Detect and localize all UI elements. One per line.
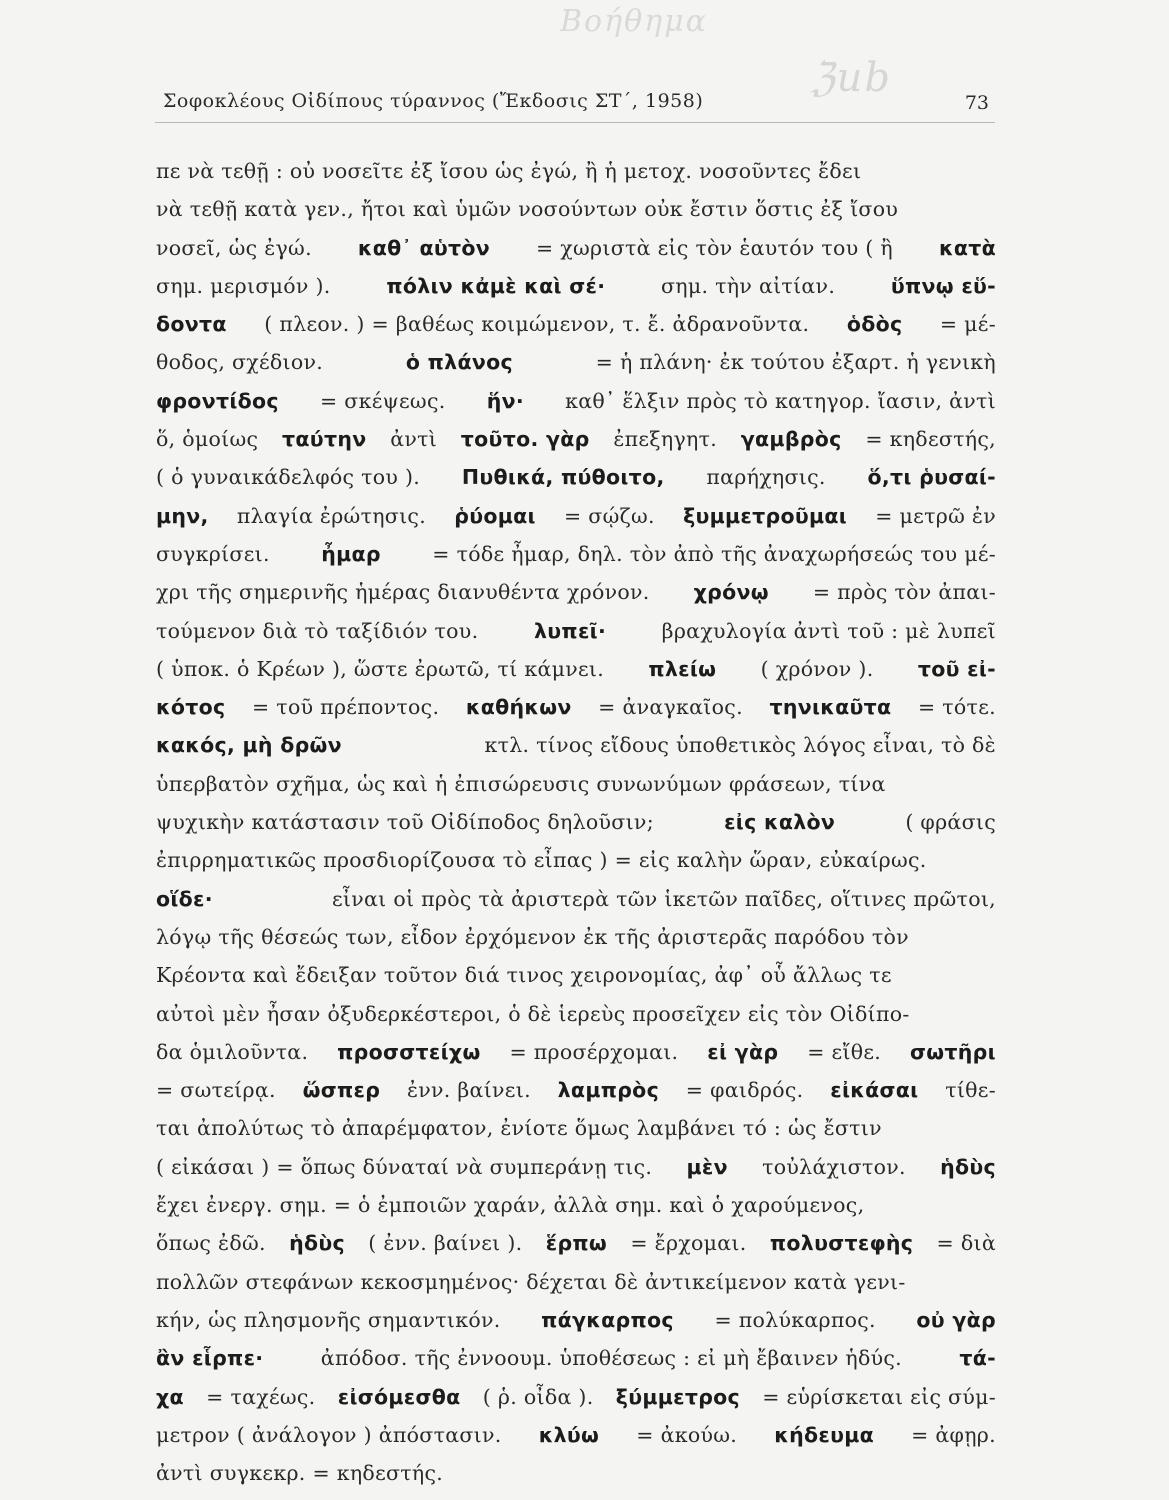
lemma-term: κλύω	[538, 1422, 600, 1447]
text-line	[156, 1033, 996, 1071]
gloss-text: = σωτείρᾳ.	[156, 1078, 276, 1103]
text-line	[156, 688, 996, 726]
gloss-text: τοὐλάχιστον.	[762, 1154, 906, 1179]
bleed-through-text: ℨub	[810, 55, 893, 101]
text-line	[156, 880, 996, 918]
gloss-text: ἐνν. βαίνει.	[406, 1078, 531, 1103]
lemma-term: ἡδὺς	[289, 1231, 345, 1256]
lemma-term: ῥύομαι	[454, 503, 536, 528]
gloss-text: πλαγία ἐρώτησις.	[236, 503, 427, 528]
lemma-term: γαμβρὸς	[740, 427, 842, 452]
text-line	[156, 803, 996, 841]
gloss-text: = ἡ πλάνη· ἐκ τούτου ἐξαρτ. ἡ γενικὴ	[595, 350, 996, 375]
lemma-term: εἰσόμεσθα	[337, 1384, 461, 1409]
text-line	[156, 1148, 996, 1186]
lemma-term: τηνικαῦτα	[769, 695, 892, 720]
gloss-text: νοσεῖ, ὡς ἐγώ.	[156, 235, 312, 260]
lemma-term: τοῦ εἰ-	[917, 656, 996, 681]
lemma-term: καθ᾽ αὑτὸν	[357, 235, 491, 260]
text-line	[156, 1071, 996, 1109]
lemma-term: λυπεῖ·	[534, 618, 607, 643]
lemma-term: προσστείχω	[337, 1039, 481, 1064]
lemma-term: πολυστεφὴς	[769, 1231, 914, 1256]
gloss-text: ται ἀπολύτως τὸ ἀπαρέμφατον, ἐνίοτε ὅμως λαμβάνει τό : ὡς ἔστιν	[156, 1116, 882, 1141]
lemma-term: κακός, μὴ δρῶν	[156, 733, 342, 758]
gloss-text: ψυχικὴν κατάστασιν τοῦ Οἰδίποδος δηλοῦσιν;	[156, 810, 654, 835]
lemma-term: δοντα	[156, 312, 227, 337]
text-line	[156, 650, 996, 688]
text-line	[156, 841, 996, 879]
gloss-text: = κηδεστής,	[865, 427, 996, 452]
lemma-term: λαμπρὸς	[557, 1078, 660, 1103]
header-title: Σοφοκλέους Οἰδίπους τύραννος (Ἔκδοσις ΣΤ΄, 1958)	[163, 90, 704, 112]
gloss-text: = ἀφῃρ.	[911, 1422, 996, 1447]
gloss-text: = μέ-	[939, 312, 996, 337]
gloss-text: ἀντὶ συγκεκρ. = κηδεστής.	[156, 1461, 444, 1486]
lemma-term: κήδευμα	[774, 1422, 874, 1447]
lemma-term: ἂν εἷρπε·	[156, 1346, 264, 1371]
lemma-term: τοῦτο. γὰρ	[460, 427, 590, 452]
lemma-term: ὥσπερ	[302, 1078, 381, 1103]
gloss-text: χρι τῆς σημερινῆς ἡμέρας διανυθέντα χρόνον.	[156, 580, 650, 605]
gloss-text: = τότε.	[917, 695, 996, 720]
lemma-term: οὐ γὰρ	[916, 1307, 996, 1332]
lemma-term: ὁδὸς	[846, 312, 903, 337]
gloss-text: = χωριστὰ εἰς τὸν ἑαυτόν του ( ἢ	[536, 235, 893, 260]
text-line	[156, 267, 996, 305]
lemma-term: πόλιν κἀμὲ καὶ σέ·	[386, 273, 606, 298]
text-line	[156, 1454, 996, 1492]
text-line	[156, 458, 996, 496]
gloss-text: = ταχέως.	[206, 1384, 316, 1409]
gloss-text: = προσέρχομαι.	[509, 1039, 679, 1064]
text-line	[156, 1186, 996, 1224]
gloss-text: εἶναι οἱ πρὸς τὰ ἀριστερὰ τῶν ἱκετῶν παῖδες, οἵτινες πρῶτοι,	[332, 886, 996, 911]
gloss-text: = ἔρχομαι.	[630, 1231, 747, 1256]
text-line	[156, 918, 996, 956]
lemma-term: ξυμμετροῦμαι	[683, 503, 848, 528]
lemma-term: ἦμαρ	[321, 541, 381, 566]
page-number: 73	[964, 92, 989, 114]
lemma-term: πάγκαρπος	[541, 1307, 674, 1332]
text-line	[156, 152, 996, 190]
text-line	[156, 382, 996, 420]
gloss-text: ὅ, ὁμοίως	[156, 427, 259, 452]
text-line	[156, 1378, 996, 1416]
gloss-text: = εὑρίσκεται εἰς σύμ-	[762, 1384, 996, 1409]
lemma-term: τά-	[959, 1346, 996, 1371]
text-line	[156, 420, 996, 458]
lemma-term: ἡδὺς	[940, 1154, 996, 1179]
gloss-text: τίθε-	[945, 1078, 996, 1103]
lemma-term: χα	[156, 1384, 184, 1409]
gloss-text: ἔχει ἐνεργ. σημ. = ὁ ἐμποιῶν χαράν, ἀλλὰ σημ. καὶ ὁ χαρούμενος,	[156, 1193, 865, 1218]
gloss-text: ( ἐνν. βαίνει ).	[368, 1231, 523, 1256]
text-line	[156, 1416, 996, 1454]
lemma-term: κατὰ	[938, 235, 996, 260]
gloss-text: Κρέοντα καὶ ἔδειξαν τοῦτον διά τινος χειρονομίας, ἀφ᾽ οὗ ἄλλως τε	[156, 963, 892, 988]
text-line	[156, 765, 996, 803]
lemma-term: ταύτην	[282, 427, 367, 452]
gloss-text: κήν, ὡς πλησμονῆς σημαντικόν.	[156, 1307, 501, 1332]
gloss-text: θοδος, σχέδιον.	[156, 350, 324, 375]
lemma-term: καθήκων	[465, 695, 572, 720]
gloss-text: ( χρόνον ).	[760, 656, 874, 681]
gloss-text: = μετρῶ ἐν	[875, 503, 996, 528]
text-line	[156, 535, 996, 573]
gloss-text: ἀντὶ	[390, 427, 438, 452]
gloss-text: = ἀκούω.	[636, 1422, 738, 1447]
bleed-through-text: Βοήθημα	[560, 4, 708, 39]
lemma-term: μην,	[156, 503, 209, 528]
gloss-text: ( εἰκάσαι ) = ὅπως δύναταί νὰ συμπεράνῃ τις.	[156, 1154, 653, 1179]
lemma-term: πλείω	[648, 656, 717, 681]
gloss-text: λόγῳ τῆς θέσεώς των, εἶδον ἐρχόμενον ἐκ τῆς ἀριστερᾶς παρόδου τὸν	[156, 924, 909, 949]
lemma-term: εἰκάσαι	[830, 1078, 919, 1103]
gloss-text: ( ὑποκ. ὁ Κρέων ), ὥστε ἐρωτῶ, τί κάμνει.	[156, 656, 605, 681]
gloss-text: κτλ. τίνος εἴδους ὑποθετικὸς λόγος εἶναι, τὸ δὲ	[484, 733, 996, 758]
gloss-text: παρήχησις.	[706, 465, 826, 490]
gloss-text: συγκρίσει.	[156, 541, 270, 566]
lemma-term: οἵδε·	[156, 886, 213, 911]
gloss-text: = τοῦ πρέποντος.	[252, 695, 440, 720]
gloss-text: νὰ τεθῇ κατὰ γεν., ἤτοι καὶ ὑμῶν νοσούντων οὐκ ἔστιν ὅστις ἐξ ἴσου	[156, 197, 899, 222]
gloss-text: = φαιδρός.	[685, 1078, 804, 1103]
text-line	[156, 573, 996, 611]
running-header	[155, 88, 995, 123]
gloss-text: = τόδε ἦμαρ, δηλ. τὸν ἀπὸ τῆς ἀναχωρήσεώς του μέ-	[432, 541, 996, 566]
text-line	[156, 1301, 996, 1339]
lemma-term: φροντίδος	[156, 388, 279, 413]
lemma-term: κότος	[156, 695, 226, 720]
gloss-text: = εἴθε.	[807, 1039, 882, 1064]
gloss-text: βραχυλογία ἀντὶ τοῦ : μὲ λυπεῖ	[661, 618, 996, 643]
text-line	[156, 1224, 996, 1262]
lemma-term: εἰς καλὸν	[724, 810, 836, 835]
gloss-text: = πρὸς τὸν ἀπαι-	[812, 580, 996, 605]
gloss-text: ( ῥ. οἶδα ).	[482, 1384, 594, 1409]
text-line	[156, 229, 996, 267]
gloss-text: δα ὁμιλοῦντα.	[156, 1039, 309, 1064]
gloss-text: μετρον ( ἀνάλογον ) ἀπόστασιν.	[156, 1422, 502, 1447]
gloss-text: ὑπερβατὸν σχῆμα, ὡς καὶ ἡ ἐπισώρευσις συνωνύμων φράσεων, τίνα	[156, 771, 886, 796]
text-line	[156, 995, 996, 1033]
lemma-term: ἕρπω	[545, 1231, 608, 1256]
gloss-text: σημ. τὴν αἰτίαν.	[661, 273, 836, 298]
gloss-text: αὐτοὶ μὲν ἦσαν ὀξυδερκέστεροι, ὁ δὲ ἱερεὺς προσεῖχεν εἰς τὸν Οἰδίπο-	[156, 1001, 910, 1026]
lemma-term: μὲν	[686, 1154, 728, 1179]
text-line	[156, 1339, 996, 1377]
gloss-text: ἐπεξηγητ.	[613, 427, 718, 452]
lemma-term: σωτῆρι	[910, 1039, 996, 1064]
gloss-text: = πολύκαρπος.	[714, 1307, 876, 1332]
text-line	[156, 190, 996, 228]
gloss-text: πολλῶν στεφάνων κεκοσμημένος· δέχεται δὲ ἀντικείμενον κατὰ γενι-	[156, 1269, 906, 1294]
text-line	[156, 956, 996, 994]
lemma-term: χρόνῳ	[693, 580, 769, 605]
lemma-term: ἥν·	[486, 388, 524, 413]
text-line	[156, 343, 996, 381]
text-line	[156, 612, 996, 650]
lemma-term: εἰ γὰρ	[707, 1039, 779, 1064]
gloss-text: ( ὁ γυναικάδελφός του ).	[156, 465, 421, 490]
gloss-text: ἀπόδοσ. τῆς ἐννοουμ. ὑποθέσεως : εἰ μὴ ἔβαινεν ἡδύς.	[320, 1346, 902, 1371]
gloss-text: = ἀναγκαῖος.	[598, 695, 743, 720]
gloss-text: = διὰ	[936, 1231, 996, 1256]
text-line	[156, 497, 996, 535]
gloss-text: ( φράσις	[905, 810, 996, 835]
gloss-text: ὅπως ἐδῶ.	[156, 1231, 266, 1256]
text-line	[156, 1263, 996, 1301]
gloss-text: τούμενον διὰ τὸ ταξίδιόν του.	[156, 618, 479, 643]
lemma-term: ὕπνῳ εὕ-	[890, 273, 996, 298]
gloss-text: ἐπιρρηματικῶς προσδιορίζουσα τὸ εἶπας ) = εἰς καλὴν ὥραν, εὐκαίρως.	[156, 848, 927, 873]
gloss-text: καθ᾽ ἕλξιν πρὸς τὸ κατηγορ. ἴασιν, ἀντὶ	[565, 388, 996, 413]
lemma-term: ὁ πλάνος	[405, 350, 513, 375]
text-line	[156, 305, 996, 343]
lemma-term: ὅ,τι ῥυσαί-	[867, 465, 996, 490]
text-line	[156, 726, 996, 764]
text-line	[156, 1109, 996, 1147]
gloss-text: = σκέψεως.	[320, 388, 446, 413]
lemma-term: ξύμμετρος	[615, 1384, 741, 1409]
gloss-text: σημ. μερισμόν ).	[156, 273, 331, 298]
commentary-text	[156, 152, 996, 1492]
gloss-text: πε νὰ τεθῇ : οὐ νοσεῖτε ἐξ ἴσου ὡς ἐγώ, ἢ ἡ μετοχ. νοσοῦντες ἔδει	[156, 159, 862, 183]
gloss-text: = σῴζω.	[564, 503, 655, 528]
lemma-term: Πυθικά, πύθοιτο,	[461, 465, 665, 490]
gloss-text: ( πλεον. ) = βαθέως κοιμώμενον, τ. ἔ. ἀδρανοῦντα.	[264, 312, 810, 337]
